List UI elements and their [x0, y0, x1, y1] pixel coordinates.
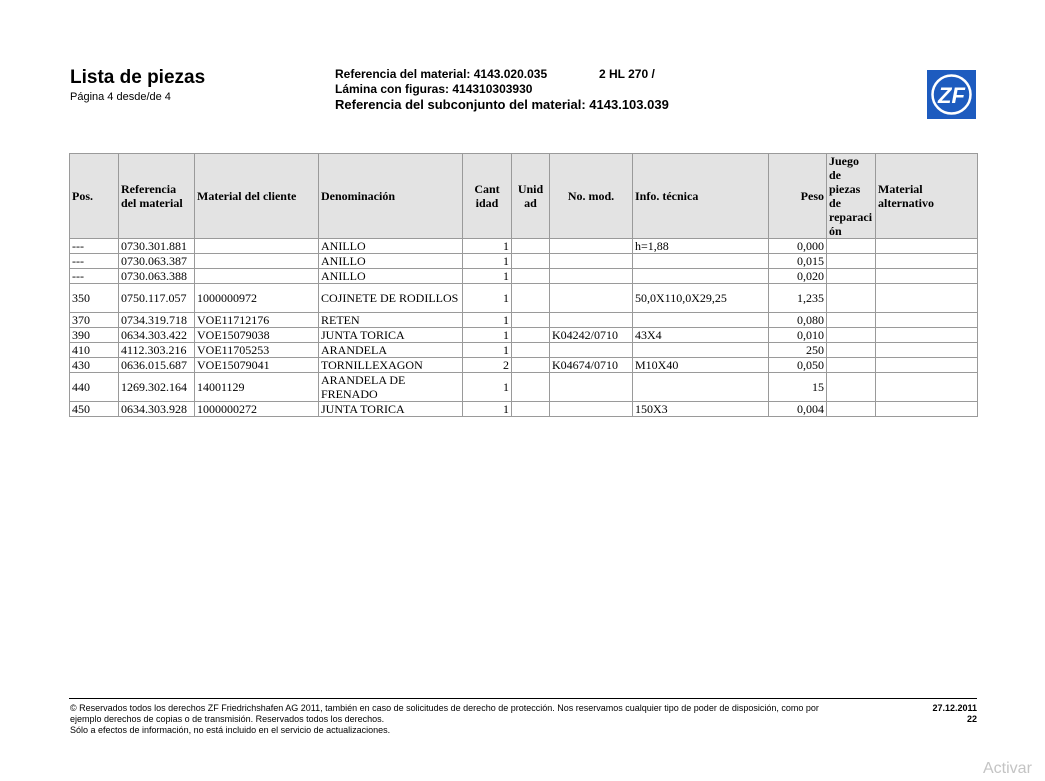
- cell-info: h=1,88: [633, 239, 769, 254]
- table-row: [70, 358, 978, 373]
- cell-alt: [876, 402, 978, 417]
- cell-ref: 0634.303.422: [119, 328, 195, 343]
- cell-qty: 1: [463, 254, 512, 269]
- cell-weight: 0,050: [769, 358, 827, 373]
- cell-client: 1000000272: [195, 402, 319, 417]
- cell-weight: 0,000: [769, 239, 827, 254]
- cell-alt: [876, 284, 978, 313]
- cell-kit: [827, 254, 876, 269]
- cell-name: ANILLO: [319, 239, 463, 254]
- material-ref-line: [335, 67, 655, 81]
- parts-table: [69, 153, 978, 417]
- cell-qty: 1: [463, 269, 512, 284]
- cell-info: [633, 343, 769, 358]
- footer-line: © Reservados todos los derechos ZF Friedrichshafen AG 2011, también en caso de solicitudes de derecho de protección. Nos reservamos cualquier tipo de poder de disposición, como por: [70, 703, 819, 713]
- col-pos: Pos.: [70, 154, 119, 239]
- cell-info: M10X40: [633, 358, 769, 373]
- cell-name: RETEN: [319, 313, 463, 328]
- table-row: [70, 313, 978, 328]
- cell-pos: 390: [70, 328, 119, 343]
- cell-client: VOE15079038: [195, 328, 319, 343]
- material-ref: Referencia del material: 4143.020.035: [335, 67, 548, 81]
- print-date: 27.12.2011: [932, 703, 977, 713]
- cell-client: VOE11705253: [195, 343, 319, 358]
- cell-name: JUNTA TORICA: [319, 402, 463, 417]
- cell-pos: 430: [70, 358, 119, 373]
- cell-unit: [512, 343, 550, 358]
- cell-qty: 1: [463, 328, 512, 343]
- col-weight: Peso: [769, 154, 827, 239]
- cell-name: ARANDELA: [319, 343, 463, 358]
- cell-alt: [876, 373, 978, 402]
- col-unit: Unid ad: [512, 154, 550, 239]
- cell-alt: [876, 343, 978, 358]
- cell-mod: K04242/0710: [550, 328, 633, 343]
- footer-line: Sólo a efectos de información, no está incluido en el servicio de actualizaciones.: [70, 725, 391, 735]
- cell-mod: [550, 402, 633, 417]
- cell-mod: [550, 254, 633, 269]
- cell-kit: [827, 239, 876, 254]
- cell-kit: [827, 313, 876, 328]
- col-client: Material del cliente: [195, 154, 319, 239]
- cell-kit: [827, 284, 876, 313]
- cell-mod: [550, 313, 633, 328]
- cell-client: [195, 269, 319, 284]
- cell-weight: 0,020: [769, 269, 827, 284]
- cell-kit: [827, 269, 876, 284]
- table-row: [70, 373, 978, 402]
- cell-ref: 0730.063.387: [119, 254, 195, 269]
- table-row: [70, 343, 978, 358]
- cell-ref: 4112.303.216: [119, 343, 195, 358]
- cell-kit: [827, 343, 876, 358]
- cell-ref: 0734.319.718: [119, 313, 195, 328]
- cell-info: [633, 254, 769, 269]
- page-number: 22: [966, 714, 977, 724]
- cell-name: ARANDELA DE FRENADO: [319, 373, 463, 402]
- cell-weight: 250: [769, 343, 827, 358]
- cell-pos: 450: [70, 402, 119, 417]
- cell-qty: 1: [463, 239, 512, 254]
- cell-kit: [827, 358, 876, 373]
- cell-qty: 1: [463, 402, 512, 417]
- cell-weight: 1,235: [769, 284, 827, 313]
- footer-line: ejemplo derechos de copias o de transmisión. Reservados todos los derechos.: [70, 714, 385, 724]
- cell-info: 150X3: [633, 402, 769, 417]
- cell-weight: 15: [769, 373, 827, 402]
- zf-logo: [927, 70, 976, 119]
- cell-alt: [876, 269, 978, 284]
- col-ref: Referencia del material: [119, 154, 195, 239]
- col-kit: Juego de piezas de reparaci ón: [827, 154, 876, 239]
- cell-qty: 1: [463, 284, 512, 313]
- cell-mod: K04674/0710: [550, 358, 633, 373]
- cell-kit: [827, 373, 876, 402]
- sheet-ref: Lámina con figuras: 414310303930: [335, 82, 533, 96]
- table-row: [70, 239, 978, 254]
- cell-unit: [512, 358, 550, 373]
- cell-weight: 0,015: [769, 254, 827, 269]
- cell-weight: 0,080: [769, 313, 827, 328]
- col-name: Denominación: [319, 154, 463, 239]
- col-info: Info. técnica: [633, 154, 769, 239]
- cell-pos: 370: [70, 313, 119, 328]
- table-row: [70, 269, 978, 284]
- cell-alt: [876, 254, 978, 269]
- cell-info: 43X4: [633, 328, 769, 343]
- cell-ref: 0750.117.057: [119, 284, 195, 313]
- cell-info: [633, 269, 769, 284]
- cell-pos: 410: [70, 343, 119, 358]
- cell-alt: [876, 328, 978, 343]
- cell-mod: [550, 343, 633, 358]
- cell-ref: 1269.302.164: [119, 373, 195, 402]
- cell-unit: [512, 313, 550, 328]
- cell-unit: [512, 402, 550, 417]
- cell-name: ANILLO: [319, 254, 463, 269]
- cell-ref: 0634.303.928: [119, 402, 195, 417]
- table-row: [70, 254, 978, 269]
- cell-client: [195, 254, 319, 269]
- cell-alt: [876, 358, 978, 373]
- cell-info: [633, 373, 769, 402]
- model-designation: 2 HL 270 /: [599, 67, 655, 81]
- footer-divider: [69, 698, 977, 699]
- page-title: Lista de piezas: [70, 67, 206, 88]
- cell-kit: [827, 402, 876, 417]
- cell-info: 50,0X110,0X29,25: [633, 284, 769, 313]
- cell-qty: 1: [463, 313, 512, 328]
- cell-alt: [876, 239, 978, 254]
- cell-name: ANILLO: [319, 269, 463, 284]
- cell-unit: [512, 373, 550, 402]
- logo-text: ZF: [938, 83, 965, 108]
- cell-qty: 2: [463, 358, 512, 373]
- cell-pos: 440: [70, 373, 119, 402]
- cell-mod: [550, 284, 633, 313]
- table-row: [70, 284, 978, 313]
- cell-mod: [550, 373, 633, 402]
- cell-ref: 0730.301.881: [119, 239, 195, 254]
- subassembly-ref: Referencia del subconjunto del material: 4143.103.039: [335, 97, 669, 112]
- cell-alt: [876, 313, 978, 328]
- cell-weight: 0,010: [769, 328, 827, 343]
- cell-name: JUNTA TORICA: [319, 328, 463, 343]
- cell-mod: [550, 269, 633, 284]
- cell-weight: 0,004: [769, 402, 827, 417]
- col-alt: Material alternativo: [876, 154, 978, 239]
- activation-watermark: Activar: [983, 760, 1032, 777]
- cell-qty: 1: [463, 373, 512, 402]
- footer-meta: [920, 703, 977, 725]
- cell-qty: 1: [463, 343, 512, 358]
- footer-copyright: [70, 703, 910, 736]
- cell-pos: ---: [70, 254, 119, 269]
- cell-unit: [512, 239, 550, 254]
- cell-ref: 0636.015.687: [119, 358, 195, 373]
- cell-name: COJINETE DE RODILLOS: [319, 284, 463, 313]
- cell-unit: [512, 269, 550, 284]
- table-row: [70, 402, 978, 417]
- cell-name: TORNILLEXAGON: [319, 358, 463, 373]
- cell-unit: [512, 284, 550, 313]
- cell-client: [195, 239, 319, 254]
- table-header-row: [70, 154, 978, 239]
- col-qty: Cant idad: [463, 154, 512, 239]
- col-mod: No. mod.: [550, 154, 633, 239]
- cell-client: 14001129: [195, 373, 319, 402]
- cell-unit: [512, 328, 550, 343]
- cell-pos: ---: [70, 239, 119, 254]
- cell-unit: [512, 254, 550, 269]
- cell-client: 1000000972: [195, 284, 319, 313]
- page-info: Página 4 desde/de 4: [70, 91, 171, 103]
- cell-client: VOE15079041: [195, 358, 319, 373]
- cell-client: VOE11712176: [195, 313, 319, 328]
- cell-ref: 0730.063.388: [119, 269, 195, 284]
- cell-info: [633, 313, 769, 328]
- cell-pos: 350: [70, 284, 119, 313]
- cell-pos: ---: [70, 269, 119, 284]
- cell-kit: [827, 328, 876, 343]
- cell-mod: [550, 239, 633, 254]
- table-row: [70, 328, 978, 343]
